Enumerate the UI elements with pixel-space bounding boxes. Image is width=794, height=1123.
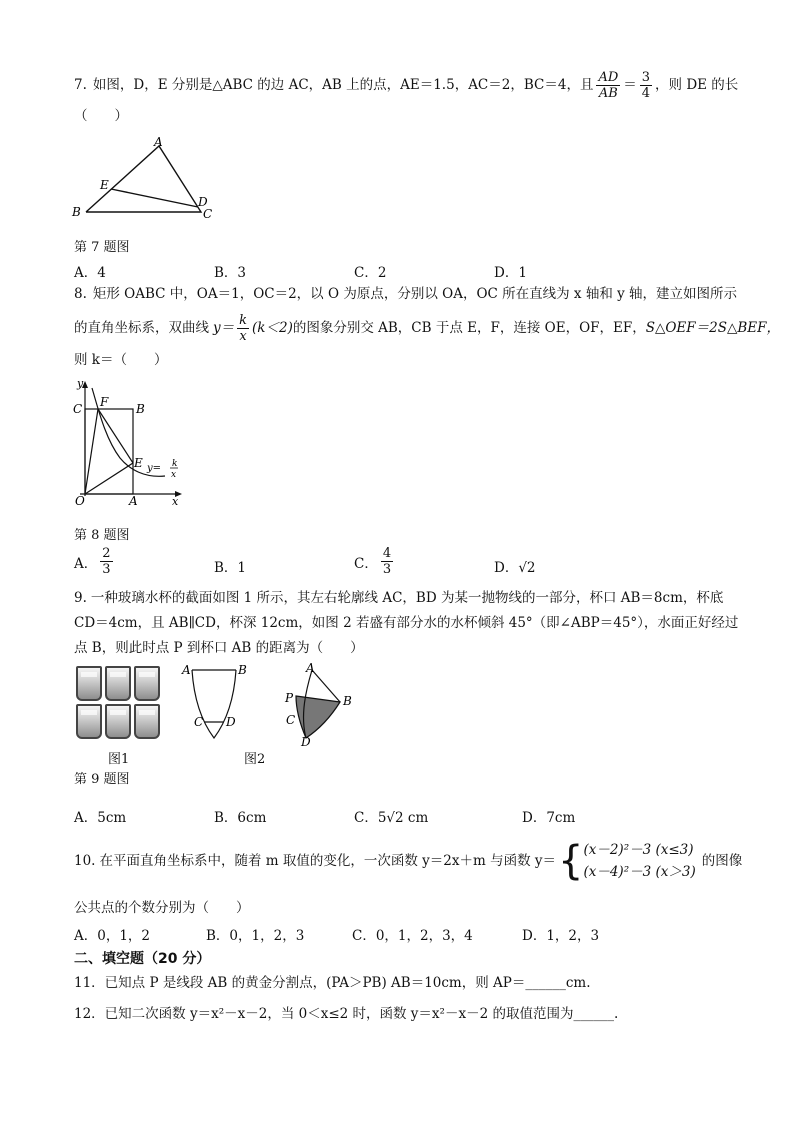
q10-brace: {	[558, 838, 584, 884]
q8-option-a-label: A．	[74, 555, 98, 572]
q7-stem-line1	[74, 68, 738, 102]
q7-number: 7.	[74, 77, 87, 93]
q8-option-c-label: C．	[354, 555, 378, 572]
q8-label-c: C	[73, 402, 83, 416]
q8-option-d-label: D．	[494, 560, 519, 576]
q7-paren: （ ）	[74, 108, 128, 124]
q7-option-d[interactable]: D．1	[494, 265, 527, 281]
q9-line1	[74, 588, 723, 608]
q9-fig2-label-b: B	[238, 663, 247, 677]
q7-triangle-figure	[66, 134, 226, 224]
q9-fig2-label-a: A	[182, 663, 191, 677]
q8-line2	[74, 310, 780, 346]
q7-label-b: B	[72, 205, 81, 219]
q7-text: 如图，D，E 分别是△ABC 的边 AC，AB 上的点，AE＝1.5，AC＝2，BC＝4，且	[92, 77, 594, 93]
q8-func-condition: (k＜2)	[252, 320, 293, 336]
q10-text1-end: 的图像	[701, 853, 743, 869]
q7-caption: 第 7 题图	[74, 240, 130, 255]
q10-line1	[74, 834, 742, 888]
q9-line3: 点 B，则此时点 P 到杯口 AB 的距离为（ ）	[74, 640, 364, 656]
q7-label-d: D	[198, 195, 208, 209]
q8-text2b: 的图象分别交 AB，CB 于点 E，F，连接 OE，OF，EF，	[292, 320, 646, 336]
q7-option-b[interactable]: B．3	[214, 265, 247, 281]
q8-line1	[74, 284, 737, 304]
q9-text1: 一种玻璃水杯的截面如图 1 所示，其左右轮廓线 AC，BD 为某一抛物线的一部分，杯口 AB＝8cm，杯底	[90, 590, 724, 606]
q8-curve-den: x	[171, 470, 177, 480]
q9-fig3-label-p: P	[285, 691, 294, 705]
q8-coordinate-figure	[70, 378, 190, 508]
q9-option-d[interactable]: D．7cm	[522, 810, 576, 826]
q9-fig2-label-c: C	[194, 715, 204, 729]
q9-fig3-label-b: B	[343, 694, 352, 708]
q7-label-c: C	[203, 207, 213, 221]
q8-option-a[interactable]	[74, 546, 116, 577]
q7-fraction-3-4: $\frac{3}{4}$	[641, 69, 651, 101]
q8-caption: 第 8 题图	[74, 528, 130, 543]
q9-number: 9.	[74, 590, 87, 606]
q9-option-c[interactable]: C．5√2 cm	[354, 810, 429, 826]
q8-option-c[interactable]	[354, 546, 396, 577]
q7-fraction-ad-ab: $\frac{AD}{AB}$	[598, 69, 619, 101]
q8-line3: 则 k＝（ ）	[74, 352, 168, 368]
q7-option-a[interactable]: A．4	[74, 265, 106, 281]
q8-option-d-root: √2	[518, 560, 536, 576]
q10-option-b[interactable]: B．0，1，2，3	[206, 928, 305, 944]
q9-figure1-cups	[74, 664, 166, 742]
q7-label-e: E	[100, 178, 109, 192]
q8-option-a-fraction: $\frac{2}{3}$	[102, 546, 111, 577]
q8-number: 8.	[74, 286, 87, 302]
q9-fig1-label: 图1	[108, 752, 130, 767]
q7-text-end: ，则 DE 的长	[655, 77, 739, 93]
q10-piece2: (x－4)²－3 (x＞3)	[583, 864, 696, 880]
q9-caption: 第 9 题图	[74, 772, 130, 787]
q10-option-a[interactable]: A．0，1，2	[74, 928, 151, 944]
q8-option-b[interactable]: B．1	[214, 560, 247, 576]
q8-label-b: B	[136, 402, 145, 416]
q9-fig3-label-c: C	[286, 713, 296, 727]
q7-option-c[interactable]: C．2	[354, 265, 387, 281]
q9-line2: CD＝4cm，且 AB∥CD，杯深 12cm，如图 2 若盛有部分水的水杯倾斜 45°（即∠ABP＝45°），水面正好经过	[74, 615, 739, 631]
q8-label-y: y	[77, 378, 84, 390]
q9-option-a[interactable]: A．5cm	[74, 810, 127, 826]
q8-label-f: F	[100, 395, 109, 409]
q12: 12．已知二次函数 y＝x²－x－2，当 0＜x≤2 时，函数 y＝x²－x－2 的取值范围为______.	[74, 1006, 619, 1022]
q9-fig2-label-d: D	[226, 715, 236, 729]
q10-number: 10.	[74, 853, 96, 869]
q8-func-y: y＝	[213, 320, 235, 336]
q9-figure3-tilted-cup	[282, 660, 362, 748]
q9-figure2-parabola	[180, 660, 250, 742]
q8-curve-num: k	[172, 459, 178, 469]
q7-label-a: A	[154, 135, 163, 149]
q10-option-d[interactable]: D．1，2，3	[522, 928, 600, 944]
q8-area-equation: S△OEF＝2S△BEF，	[645, 320, 781, 336]
q8-label-e: E	[134, 456, 143, 470]
q8-text1: 矩形 OABC 中，OA＝1，OC＝2，以 O 为原点，分别以 OA，OC 所在直线为 x 轴和 y 轴，建立如图所示	[92, 286, 738, 302]
q8-label-a: A	[129, 494, 138, 508]
q9-fig3-label-a: A	[306, 661, 315, 675]
q11: 11．已知点 P 是线段 AB 的黄金分割点，(PA＞PB) AB＝10cm，则 AP＝______cm.	[74, 975, 591, 991]
q8-label-o: O	[75, 494, 85, 508]
q9-fig2-label: 图2	[244, 752, 266, 767]
q9-fig3-label-d: D	[301, 735, 311, 748]
q10-piecewise	[583, 839, 695, 883]
section-2-title: 二、填空题（20 分）	[74, 951, 211, 967]
q8-curve-label: y=	[147, 463, 162, 474]
q8-text2a: 的直角坐标系，双曲线	[74, 320, 209, 336]
q10-text1: 在平面直角坐标系中，随着 m 取值的变化，一次函数 y＝2x＋m 与函数 y＝	[99, 853, 556, 869]
q7-equals: ＝	[623, 77, 637, 93]
q9-option-b[interactable]: B．6cm	[214, 810, 267, 826]
q10-line2: 公共点的个数分别为（ ）	[74, 900, 250, 916]
q10-option-c[interactable]: C．0，1，2，3，4	[352, 928, 473, 944]
q8-label-x: x	[172, 495, 179, 508]
q8-func-fraction: $\frac{k}{x}$	[239, 312, 248, 344]
q8-option-d[interactable]	[494, 556, 536, 576]
q8-option-c-fraction: $\frac{4}{3}$	[382, 546, 392, 577]
q10-piece1: (x－2)²－3 (x≤3)	[583, 842, 694, 858]
